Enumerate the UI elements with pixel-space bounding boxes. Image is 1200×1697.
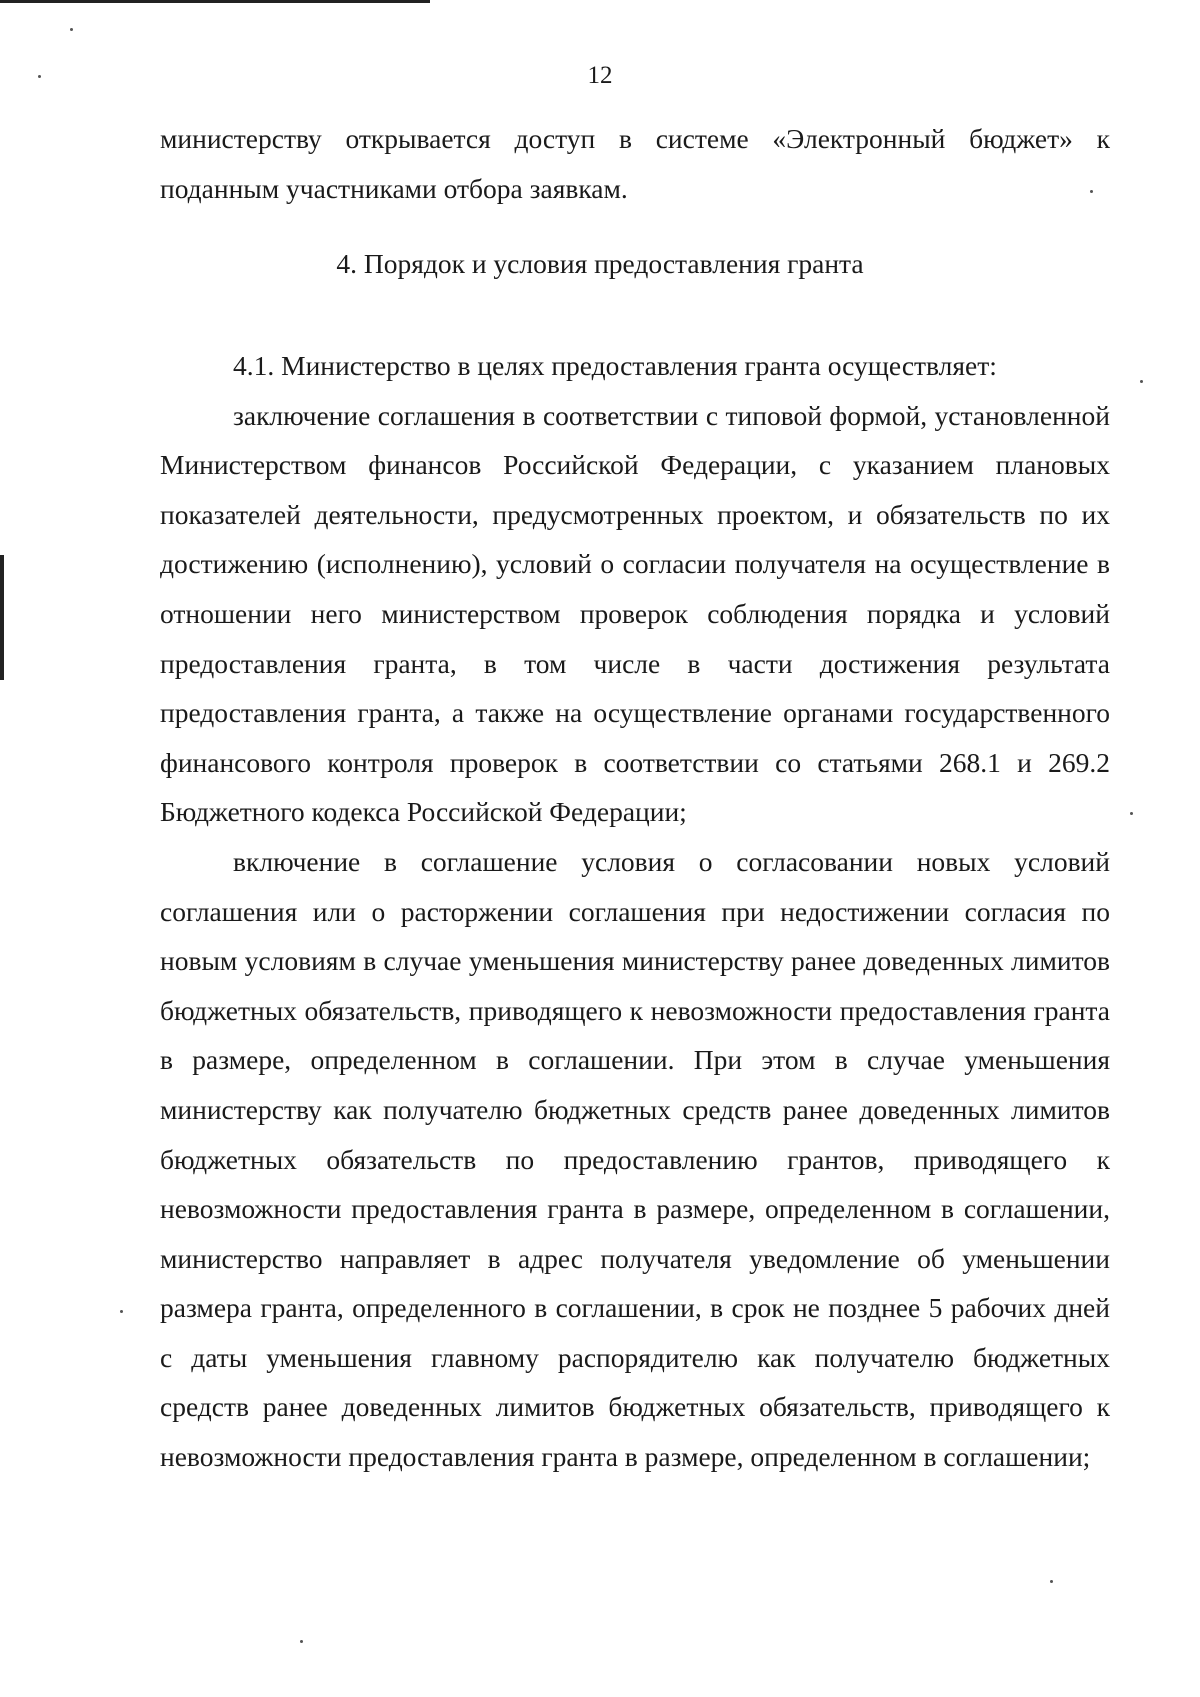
scan-speck [1130,812,1133,815]
section-heading: 4. Порядок и условия предоставления гранта [336,248,864,279]
scan-speck [1090,190,1093,193]
scan-speck [70,28,73,31]
binding-mark [0,555,4,680]
top-rule [0,0,430,3]
scan-speck [1050,1580,1053,1583]
intro-paragraph-block [160,114,1110,213]
paragraph-4-1: 4.1. Министерство в целях предоставления гранта осуществляет: [233,350,997,381]
paragraph-agreement: заключение соглашения в соответствии с типовой формой, установленной Министерством финансов Российской Федерации, с указанием плановых показателей деятельности, предусмотренных проектом, и обязательств по их достижению (исполнению), условий о согласии получателя на осуществление в отношении него министерством проверок соблюдения порядка и условий предоставления гранта, в том числе в части достижения результата предоставления гранта, а также на осуществление органами государственного финансового контроля проверок в соответствии со статьями 268.1 и 269.2 Бюджетного кодекса Российской Федерации; [160,399,1110,828]
scan-speck [1140,380,1143,383]
paragraph-inclusion: включение в соглашение условия о согласовании новых условий соглашения или о расторжении соглашения при недостижении согласия по новым условиям в случае уменьшения министерству ранее доведенных лимитов бюджетных обязательств, приводящего к невозможности предоставления гранта в размере, определенном в соглашении. При этом в случае уменьшения министерству как получателю бюджетных средств ранее доведенных лимитов бюджетных обязательств по предоставлению грантов, приводящего к невозможности предоставления гранта в размере, определенном в соглашении, министерство направляет в адрес получателя уведомление об уменьшении размера гранта, определенного в соглашении, в срок не позднее 5 рабочих дней с даты уменьшения главному распорядителю как получателю бюджетных средств ранее доведенных лимитов бюджетных обязательств, приводящего к невозможности предоставления гранта в размере, определенном в соглашении; [160,845,1110,1473]
intro-paragraph: министерству открывается доступ в системе «Электронный бюджет» к поданным участниками отбора заявкам. [160,123,1110,204]
page-number: 12 [587,62,613,89]
scan-speck [300,1640,303,1643]
scan-speck [120,1310,123,1313]
section-body [160,341,1110,1482]
scan-speck [38,75,41,78]
